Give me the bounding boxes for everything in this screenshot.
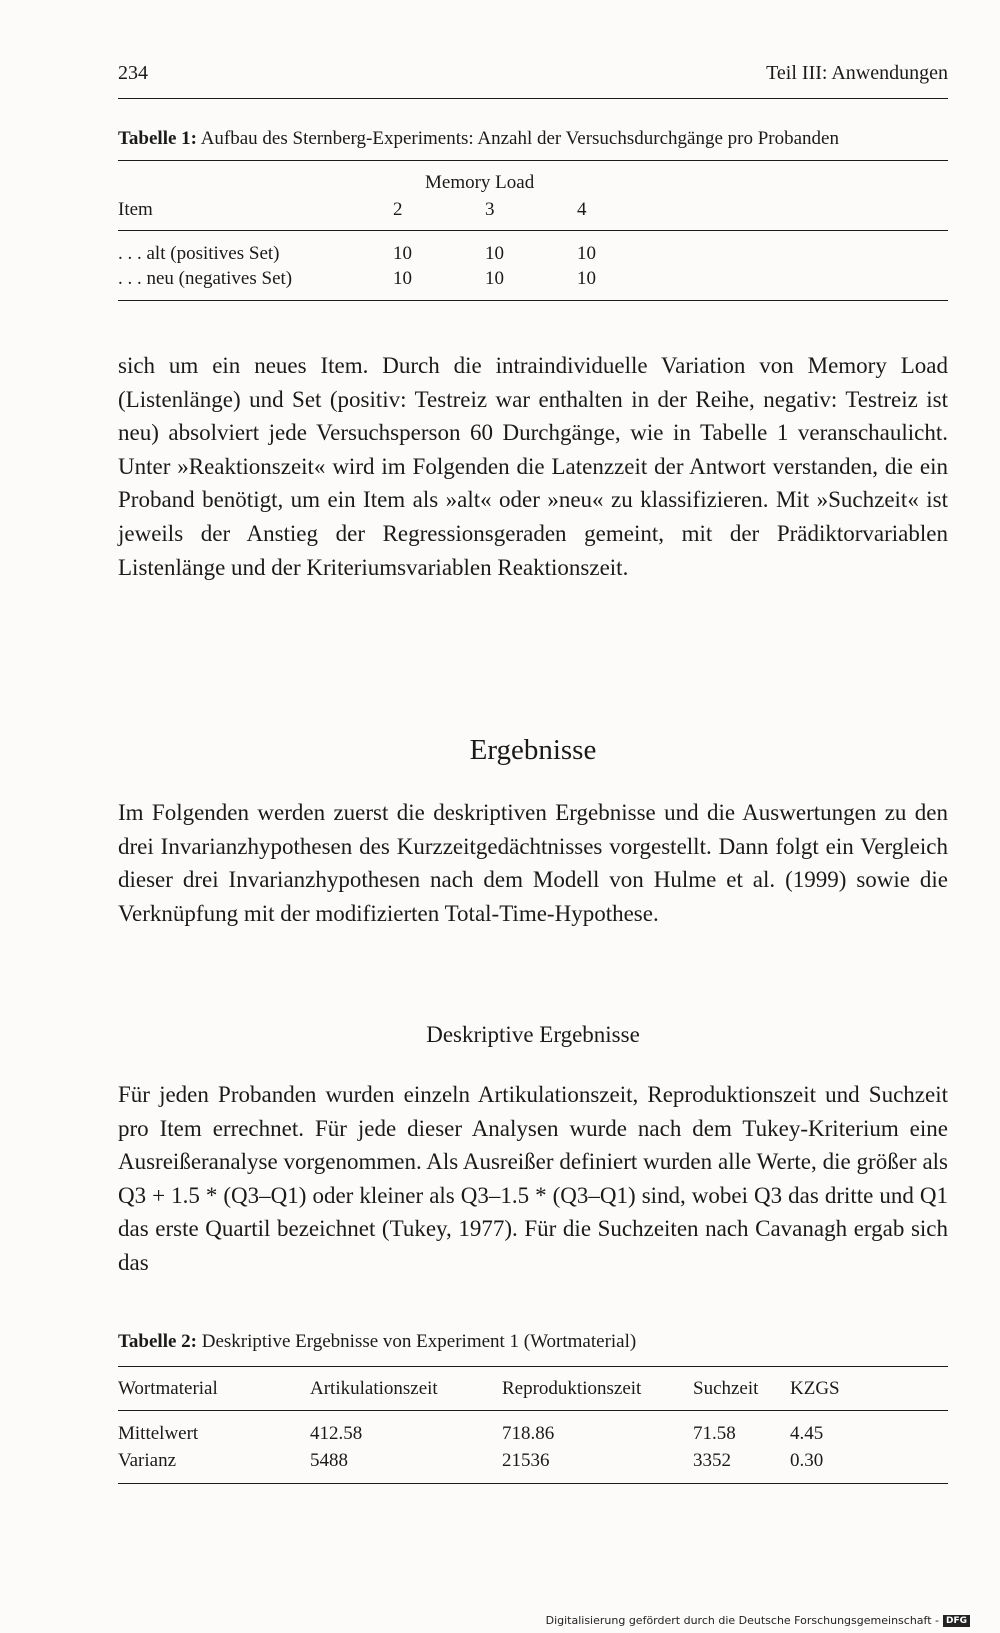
table2-cell: 3352 (693, 1450, 731, 1471)
table1-cell: 10 (393, 268, 412, 289)
table2-top-rule (118, 1366, 948, 1367)
table1-cell: 10 (577, 243, 596, 264)
table1-cell: 10 (393, 243, 412, 264)
table1-col-item: Item (118, 199, 153, 220)
table1-cell: 10 (485, 268, 504, 289)
footer-text: Digitalisierung gefördert durch die Deutsche Forschungsgemeinschaft - (545, 1614, 939, 1627)
table2-col-header: Reproduktionszeit (502, 1378, 642, 1399)
table1-top-rule (118, 160, 948, 161)
table2-cell: 21536 (502, 1450, 550, 1471)
table2-row-label: Varianz (118, 1450, 177, 1471)
table2-col-header: Artikulationszeit (310, 1378, 438, 1399)
table1-caption-label: Tabelle 1: (118, 128, 197, 149)
table1-load-4: 4 (577, 199, 587, 220)
running-title: Teil III: Anwendungen (766, 62, 948, 84)
table2-header-rule (118, 1410, 948, 1411)
table2-cell: 718.86 (502, 1423, 555, 1444)
table2-col-header: Suchzeit (693, 1378, 759, 1399)
table1-row-label: . . . neu (negatives Set) (118, 268, 293, 289)
table1-bottom-rule (118, 300, 948, 301)
body-paragraph-1: sich um ein neues Item. Durch die intraindividuelle Variation von Memory Load (Listenlänge) und Set (positiv: Testreiz war enthalten in der Reihe, negativ: Testreiz ist neu) absolviert jede Versuchsperson 60 Durchgänge, wie in Tabelle 1 veranschaulicht. Unter »Reaktionszeit« wird im Folgenden die Latenzzeit der Antwort verstanden, die ein Proband benötigt, um ein Item als »alt« oder »neu« zu klassifizieren. Mit »Suchzeit« ist jeweils der Anstieg der Regressionsgeraden gemeint, mit der Prädiktorvariablen Listenlänge und der Kriteriumsvariablen Reaktionszeit. (118, 353, 948, 580)
dfg-logo: DFG (943, 1615, 970, 1627)
header-rule (118, 98, 948, 99)
page-header (118, 62, 948, 92)
table1-cell: 10 (577, 268, 596, 289)
table1-load-2: 2 (393, 199, 403, 220)
section-heading-ergebnisse: Ergebnisse (469, 734, 597, 766)
table1-load-3: 3 (485, 199, 495, 220)
table2-cell: 0.30 (790, 1450, 824, 1471)
table2-caption (118, 1331, 948, 1353)
body-paragraph-2: Im Folgenden werden zuerst die deskriptiven Ergebnisse und die Auswertungen zu den drei Invarianzhypothesen des Kurzzeitgedächtnisses vorgestellt. Dann folgt ein Vergleich dieser drei Invarianzhypothesen nach dem Modell von Hulme et al. (1999) sowie die Verknüpfung mit der modifizierten Total-Time-Hypothese. (118, 800, 948, 926)
table2-row-label: Mittelwert (118, 1423, 199, 1444)
table1-caption (118, 128, 948, 150)
table2-col-header: Wortmaterial (118, 1378, 218, 1399)
subsection-heading-deskriptive: Deskriptive Ergebnisse (426, 1022, 640, 1047)
page-number: 234 (118, 62, 148, 84)
table1-cell: 10 (485, 243, 504, 264)
table2-caption-text: Deskriptive Ergebnisse von Experiment 1 (Wortmaterial) (201, 1331, 637, 1352)
table2-caption-label: Tabelle 2: (118, 1331, 197, 1352)
table1-caption-text: Aufbau des Sternberg-Experiments: Anzahl der Versuchsdurchgänge pro Probanden (200, 128, 839, 149)
digitization-footer (546, 1614, 970, 1627)
body-paragraph-3: Für jeden Probanden wurden einzeln Artikulationszeit, Reproduktionszeit und Suchzeit pro Item errechnet. Für jede dieser Analysen wurde nach dem Tukey-Kriterium eine Ausreißeranalyse vorgenommen. Als Ausreißer definiert wurden alle Werte, die größer als Q3 + 1.5 * (Q3–Q1) oder kleiner als Q3–1.5 * (Q3–Q1) sind, wobei Q3 das dritte und Q1 das erste Quartil bezeichnet (Tukey, 1977). Für die Suchzeiten nach Cavanagh ergab sich das (118, 1082, 948, 1275)
table2-col-header: KZGS (790, 1378, 840, 1399)
table2-cell: 4.45 (790, 1423, 824, 1444)
table2-cell: 412.58 (310, 1423, 363, 1444)
table2-cell: 5488 (310, 1450, 348, 1471)
table2-bottom-rule (118, 1483, 948, 1484)
table1-group-header: Memory Load (425, 172, 535, 193)
table2-cell: 71.58 (693, 1423, 736, 1444)
table1-header-rule (118, 230, 948, 231)
table1-row-label: . . . alt (positives Set) (118, 243, 280, 264)
